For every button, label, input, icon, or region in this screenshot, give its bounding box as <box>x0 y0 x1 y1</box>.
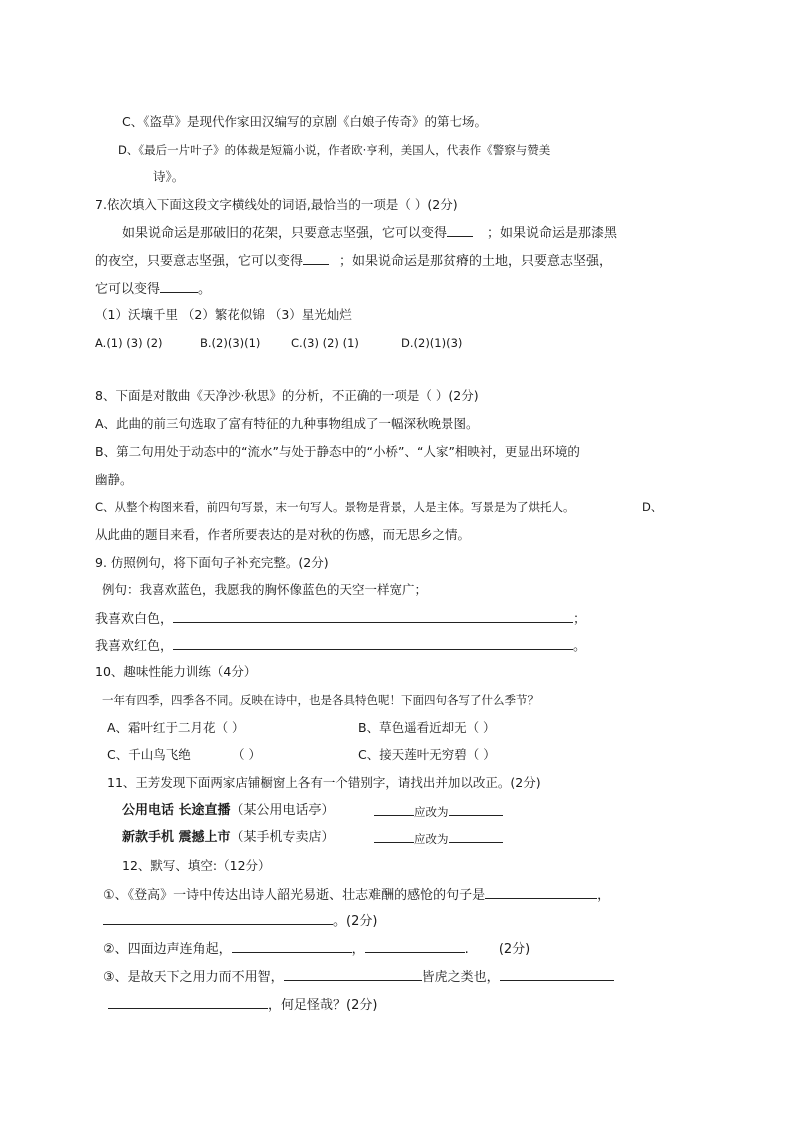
q12-item-2-score: (2分) <box>498 942 531 957</box>
q10-item-a <box>107 719 245 737</box>
q7-option-d[interactable]: D.(2)(1)(3) <box>401 336 463 350</box>
q10-item-b-text: B、草色遥看近却无 <box>358 720 467 735</box>
q12-item-3-blank-2[interactable] <box>500 967 614 981</box>
q12-item-3-mid: 皆虎之类也， <box>421 970 500 985</box>
q10-item-b <box>358 719 496 737</box>
q10-item-a-text: A、霜叶红于二月花 <box>107 720 216 735</box>
q7-blank-1[interactable] <box>447 223 473 237</box>
q10-item-c-answer[interactable]: （ ） <box>232 747 261 762</box>
q8-option-d: 从此曲的题目来看，作者所要表达的是对秋的伤感，而无思乡之情。 <box>95 527 471 542</box>
q11-fix-2-label: 应改为 <box>414 832 449 846</box>
q12-item-1-line2 <box>103 911 377 931</box>
q12-item-1-line1 <box>103 885 610 905</box>
q7-passage-3a: 它可以变得 <box>95 282 161 297</box>
q9-white-blank[interactable] <box>173 609 573 623</box>
q12-title: 12、默写、填空:（12分） <box>122 858 271 873</box>
q12-item-2-blank-1[interactable] <box>232 939 352 953</box>
q8-option-c: C、从整个构图来看，前四句写景，末一句写人。景物是背景，人是主体。写景是为了烘托人。 <box>95 500 575 514</box>
q11-sign-1-text: 公用电话 长途直播 <box>122 803 231 818</box>
q10-item-a-answer[interactable]: （ ） <box>215 720 245 735</box>
q10-item-c <box>107 746 261 764</box>
q11-fix-1-right[interactable] <box>449 802 503 816</box>
q12-item-1-blank-1[interactable] <box>485 885 597 899</box>
q12-item-3-line1 <box>103 967 614 987</box>
q7-options <box>95 334 462 352</box>
q11-fix-2-wrong[interactable] <box>374 829 414 843</box>
q9-white-end: ； <box>573 612 587 627</box>
q7-passage-3b: 。 <box>198 282 212 297</box>
q12-item-2-blank-2[interactable] <box>365 939 465 953</box>
q10-intro: 一年有四季，四季各不同。反映在诗中，也是各具特色呢！下面四句各写了什么季节？ <box>102 693 539 707</box>
q12-item-2-comma: ， <box>351 942 365 957</box>
q7-passage-1a: 如果说命运是那破旧的花架，只要意志坚强，它可以变得 <box>122 226 448 241</box>
q8-option-b-line1: B、第二句用处于动态中的“流水”与处于静态中的“小桥”、“人家”相映衬，更显出环境的 <box>95 444 580 459</box>
q12-item-3-blank-1[interactable] <box>284 967 422 981</box>
q6-option-d-line2: 诗》。 <box>153 169 185 184</box>
q12-item-2 <box>103 939 530 959</box>
q10-item-c-text: C、千山鸟飞绝 <box>107 747 191 762</box>
q8-option-a: A、此曲的前三句选取了富有特征的九种事物组成了一幅深秋晚景图。 <box>95 416 479 431</box>
q11-sign-2-text: 新款手机 震撼上市 <box>122 830 231 845</box>
q6-option-d-line1: D、《最后一片叶子》的体裁是短篇小说，作者欧·亨利，美国人，代表作《警察与赞美 <box>118 143 551 157</box>
q9-red-prompt: 我喜欢红色， <box>95 639 174 654</box>
q6-option-c: C、《盗草》是现代作家田汉编写的京剧《白娘子传奇》的第七场。 <box>122 114 487 129</box>
q7-passage-line1 <box>122 223 617 243</box>
q12-item-3-end: ，何足怪哉？(2分) <box>268 998 378 1013</box>
q12-item-2-period: . <box>464 942 469 957</box>
q12-item-3-blank-3[interactable] <box>108 995 268 1009</box>
q12-item-1-score: 。(2分) <box>333 914 378 929</box>
q11-fix-1 <box>374 802 503 821</box>
q7-passage-line2 <box>95 251 612 271</box>
q7-passage-line3 <box>95 279 211 299</box>
q9-red-blank[interactable] <box>173 636 573 650</box>
q9-title: 9. 仿照例句，将下面句子补充完整。(2分) <box>95 555 329 570</box>
q9-red-end: 。 <box>573 639 587 654</box>
q7-passage-1b: ；如果说命运是那漆黑 <box>487 226 618 241</box>
q11-sign-2-note: （某手机专卖店） <box>230 830 335 845</box>
q12-item-3-prompt: ③、是故天下之用力而不用智， <box>103 970 284 985</box>
q10-title: 10、趣味性能力训练（4分） <box>95 664 257 679</box>
q7-passage-2a: 的夜空，只要意志坚强，它可以变得 <box>95 254 304 269</box>
q7-items: （1）沃壤千里 （2）繁花似锦 （3）星光灿烂 <box>95 307 352 322</box>
q11-sign-1-note: （某公用电话亭） <box>230 803 335 818</box>
q10-item-d-answer[interactable]: （ ） <box>466 747 496 762</box>
q10-item-b-answer[interactable]: （ ） <box>466 720 496 735</box>
q11-fix-1-label: 应改为 <box>414 805 449 819</box>
q12-item-2-prompt: ②、四面边声连角起， <box>103 942 232 957</box>
q11-fix-1-wrong[interactable] <box>374 802 414 816</box>
q9-line-white <box>95 609 586 629</box>
q9-white-prompt: 我喜欢白色， <box>95 612 174 627</box>
q11-title: 11、王芳发现下面两家店铺橱窗上各有一个错别字，请找出并加以改正。(2分) <box>107 775 541 790</box>
q10-item-d-text: C、接天莲叶无穷碧 <box>358 747 467 762</box>
q9-example: 例句：我喜欢蓝色，我愿我的胸怀像蓝色的天空一样宽广； <box>102 582 428 597</box>
q11-sign-1 <box>122 802 335 820</box>
q12-item-1-blank-2[interactable] <box>103 911 333 925</box>
q8-option-d-label: D、 <box>642 500 663 514</box>
q7-blank-3[interactable] <box>160 279 198 293</box>
q12-item-3-line2 <box>108 995 377 1015</box>
q8-title: 8、下面是对散曲《天净沙·秋思》的分析，不正确的一项是（ ）(2分) <box>95 388 479 403</box>
q12-item-1-prompt: ①、《登高》一诗中传达出诗人韶光易逝、壮志难酬的感怆的句子是 <box>103 888 486 903</box>
q7-option-b[interactable]: B.(2)(3)(1) <box>200 336 261 350</box>
q12-item-1-comma: ， <box>597 888 611 903</box>
q11-fix-2 <box>374 829 503 848</box>
q9-line-red <box>95 636 586 656</box>
q7-passage-2b: ；如果说命运是那贫瘠的土地，只要意志坚强， <box>339 254 613 269</box>
q8-option-b-line2: 幽静。 <box>95 472 133 487</box>
q10-item-d <box>358 746 496 764</box>
q7-title: 7.依次填入下面这段文字横线处的词语,最恰当的一项是（ ）(2分) <box>95 197 458 212</box>
q7-blank-2[interactable] <box>303 251 329 265</box>
q11-sign-2 <box>122 829 335 847</box>
q7-option-a[interactable]: A.(1) (3) (2) <box>95 336 163 350</box>
q7-option-c[interactable]: C.(3) (2) (1) <box>291 336 359 350</box>
q11-fix-2-right[interactable] <box>449 829 503 843</box>
